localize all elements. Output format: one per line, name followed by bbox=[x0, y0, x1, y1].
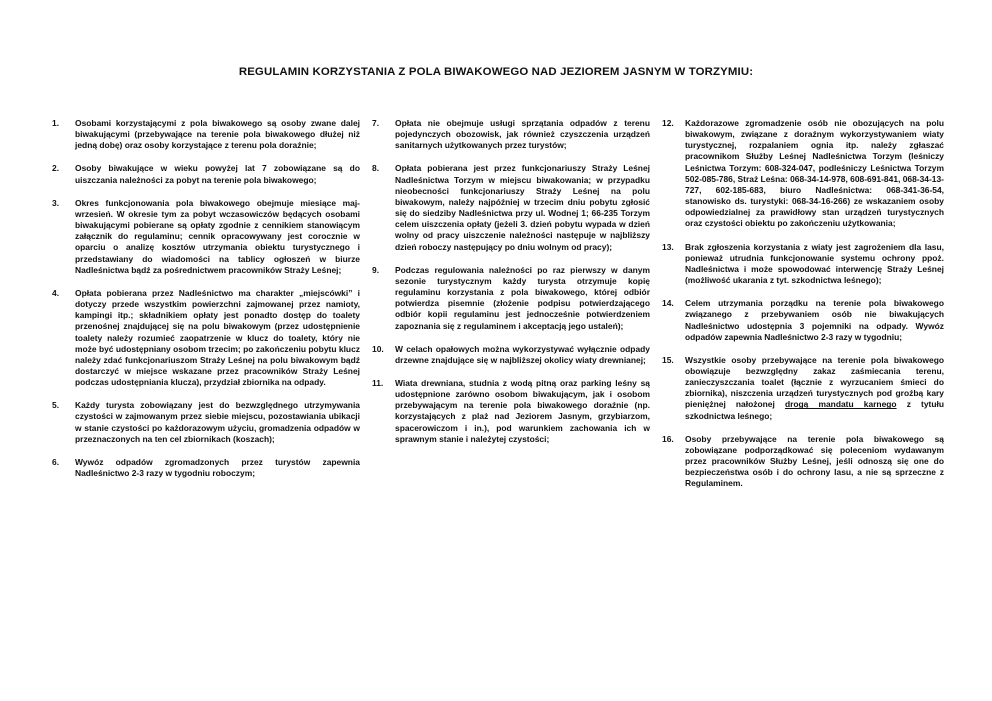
item-number: 14. bbox=[662, 298, 674, 309]
regulation-item-14 bbox=[662, 298, 944, 343]
document-title: REGULAMIN KORZYSTANIA Z POLA BIWAKOWEGO NAD JEZIOREM JASNYM W TORZYMIU: bbox=[238, 66, 754, 78]
item-number: 16. bbox=[662, 433, 674, 444]
regulation-item-1 bbox=[52, 118, 360, 151]
regulation-item-7 bbox=[372, 118, 650, 151]
item-number: 7. bbox=[372, 118, 380, 128]
item-number: 12. bbox=[662, 118, 674, 128]
regulation-item-16 bbox=[662, 434, 944, 490]
item-number: 15. bbox=[662, 354, 674, 365]
item-number: 10. bbox=[372, 343, 384, 354]
item-text: Brak zgłoszenia korzystania z wiaty jest zagrożeniem dla lasu, ponieważ utrudnia funkcjonowanie systemu ochrony ppoż. Nadleśnictwa i może spowodować interwencję Straży Leśnej (możliwość ukarania z tyt. szkodnictwa leśnego); bbox=[685, 241, 944, 286]
regulation-item-5 bbox=[52, 400, 360, 445]
item-text: Opłata pobierana przez Nadleśnictwo ma charakter „miejscówki” i dotyczy przede wszystkim powierzchni zajmowanej przez namioty, kampingi itp.; składnikiem opłaty jest ponadto dostęp do toalety przenośnej znajdującej się na polu biwakowym (przez udostępnienie toalety należy rozumieć zaopatrzenie w klucz do toalety, który nie może być udostępniany osobom trzecim; po zakończeniu pobytu klucz należy zdać funkcjonariuszom Straży Leśnej na polu biwakowym bądź dostarczyć w miejsce wskazane przez pracowników Straży Leśnej podczas udostępniania klucza), przydział zbiornika na odpady. bbox=[75, 287, 360, 388]
item-text: Celem utrzymania porządku na terenie pola biwakowego związanego z przebywaniem osób nie biwakujących Nadleśnictwo udostępnia 3 pojemniki na odpady. Wywóz odpadów zapewnia Nadleśnictwo 2-3 razy w tygodniu; bbox=[685, 298, 944, 342]
regulation-item-8 bbox=[372, 163, 650, 252]
regulation-item-10 bbox=[372, 344, 650, 366]
item-number: 9. bbox=[372, 264, 380, 275]
regulation-item-12 bbox=[662, 118, 944, 230]
item-text-after: z tytułu szkodnictwa leśnego; bbox=[685, 399, 945, 421]
column-2 bbox=[372, 118, 650, 457]
item-number: 8. bbox=[372, 163, 380, 174]
item-number: 11. bbox=[372, 377, 384, 388]
item-text: W celach opałowych można wykorzystywać wyłącznie odpady drzewne znajdujące się w najbliższej okolicy wiaty drewnianej; bbox=[395, 343, 650, 365]
item-text: Opłata nie obejmuje usługi sprzątania odpadów z terenu pojedynczych obozowisk, jak również czyszczenia urządzeń sanitarnych użytkowanych przez turystów; bbox=[395, 118, 650, 151]
item-number: 5. bbox=[52, 400, 60, 411]
item-text: Wywóz odpadów zgromadzonych przez turystów zapewnia Nadleśnictwo 2-3 razy w tygodniu roboczym; bbox=[75, 456, 360, 479]
column-3 bbox=[662, 118, 944, 502]
item-number: 4. bbox=[52, 287, 60, 298]
regulation-item-4 bbox=[52, 288, 360, 388]
item-text: Osoby przebywające na terenie pola biwakowego są zobowiązane podporządkować się poleceniom wydawanym przez pracowników Służby Leśnej, jeśli odnoszą się one do bezpieczeństwa osób i do ochrony lasu, a nie są sprzeczne z Regulaminem. bbox=[685, 433, 944, 489]
item-text: Opłata pobierana jest przez funkcjonariuszy Straży Leśnej Nadleśnictwa Torzym w miejscu biwakowania; w przypadku nieobecności funkcjonariuszy Straży Leśnej na polu biwakowym, należy najpóźniej w trzecim dniu pobytu zgłosić się do siedziby Nadleśnictwa przy ul. Wodnej 1; 66-235 Torzym celem uiszczenia opłaty (jeżeli 3. dzień pobytu wypada w dzień wolny od pracy uiszczenie należności następuje w najbliższy dzień roboczy następujący po dniu wolnym od pracy); bbox=[395, 163, 650, 252]
item-text: Podczas regulowania należności po raz pierwszy w danym sezonie turystycznym każdy turysta otrzymuje kopię regulaminu korzystania z pola biwakowego, której odbiór potwierdza pisemnie (złożenie podpisu potwierdzającego odbiór kopii regulaminu jest jednocześnie potwierdzeniem zapoznania się z regulaminem i akceptacją jego ustaleń); bbox=[395, 264, 650, 331]
item-text: Każdy turysta zobowiązany jest do bezwzględnego utrzymywania czystości w zajmowanym przez siebie miejscu, pozostawiania ubikacji w stanie czystości po każdorazowym użyciu, gromadzenia odpadów w przeznaczonych na ten cel zbiornikach (koszach); bbox=[75, 400, 360, 444]
item-text: Każdorazowe zgromadzenie osób nie obozujących na polu biwakowym, związane z doraźnym wykorzystywaniem wiaty turystycznej, rozpalaniem ognia itp. należy zgłaszać pracownikom Służby Leśnej Nadleśnictwa Torzym (leśniczy Leśnictwa Torzym: 608-324-047, podleśniczy Leśnictwa Torzym 502-085-786, Straż Leśna: 068-34-14-978, 608-691-841, 068-34-13-727, 602-185-683, biuro Nadleśnictwa: 068-341-36-54, stanowisko ds. turystyki: 068-34-16-266) ze wskazaniem osoby odpowiedzialnej za prawidłowy stan urządzeń turystycznych oraz czystości obiektu po zakończeniu użytkowania; bbox=[685, 118, 944, 229]
item-number: 1. bbox=[52, 118, 60, 128]
regulation-item-2 bbox=[52, 163, 360, 185]
item-number: 6. bbox=[52, 456, 60, 467]
item-text: Osobami korzystającymi z pola biwakowego są osoby zwane dalej biwakującymi (przebywające na terenie pola biwakowego dłużej niż jedną dobę) oraz osoby korzystające z terenu pola doraźnie; bbox=[75, 118, 360, 151]
item-text: Osoby biwakujące w wieku powyżej lat 7 zobowiązane są do uiszczania należności za pobyt na terenie pola biwakowego; bbox=[75, 163, 360, 185]
item-text: Wiata drewniana, studnia z wodą pitną oraz parking leśny są udostępnione zarówno osobom biwakującym, jak i osobom przebywającym na terenie pola biwakowego doraźnie (np. korzystających z plaż nad Jeziorem Jasnym, grzybiarzom, spacerowiczom i in.), pod warunkiem zachowania ich w sprawnym stanie i należytej czystości; bbox=[395, 377, 650, 444]
item-number: 13. bbox=[662, 241, 674, 252]
regulation-item-9 bbox=[372, 265, 650, 332]
item-number: 3. bbox=[52, 197, 60, 208]
item-text: Okres funkcjonowania pola biwakowego obejmuje miesiące maj-wrzesień. W okresie tym za pobyt wczasowiczów będących osobami biwakującymi pobierane są opłaty zgodnie z cennikiem stanowiącym załącznik do regulaminu; cennik opracowywany jest corocznie w oparciu o analizę kosztów utrzymania obiektu turystycznego i przedstawiany do wiadomości na tablicy ogłoszeń w biurze Nadleśnictwa bądź za pośrednictwem pracowników Straży Leśnej; bbox=[75, 197, 360, 275]
regulation-item-11 bbox=[372, 378, 650, 445]
item-number: 2. bbox=[52, 163, 60, 174]
item-text-before: Wszystkie osoby przebywające na terenie pola biwakowego obowiązuje bezwzględny zakaz zaśmiecania terenu, zanieczyszczania toalet (łącznie z wyrzucaniem śmieci do zbiornika), niszczenia urządzeń turystycznych pod groźbą kary pieniężnej nałożonej bbox=[685, 354, 944, 410]
underlined-text: drogą mandatu karnego bbox=[784, 399, 897, 410]
regulation-item-3 bbox=[52, 198, 360, 276]
column-1 bbox=[52, 118, 360, 491]
regulation-item-15 bbox=[662, 355, 944, 422]
item-text bbox=[685, 355, 944, 422]
regulation-item-6 bbox=[52, 457, 360, 479]
regulation-item-13 bbox=[662, 242, 944, 287]
